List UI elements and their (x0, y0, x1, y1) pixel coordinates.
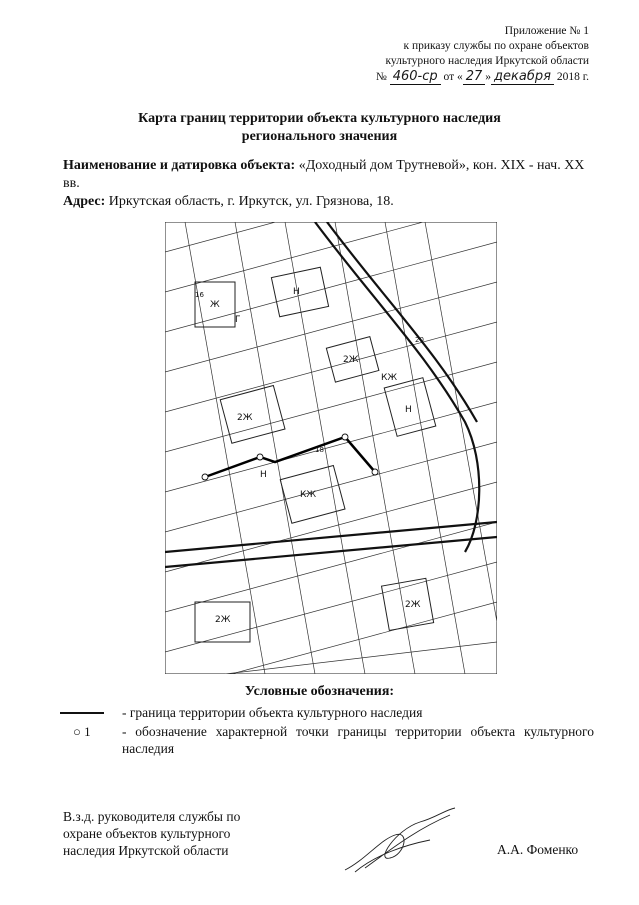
object-address-paragraph (63, 193, 593, 211)
map-label-5: 2Ж (237, 413, 253, 423)
appendix-line-2: к приказу службы по охране объектов (403, 40, 589, 52)
title-line-1: Карта границ территории объекта культурного наследия (138, 111, 501, 126)
signer-position-line-1: В.з.д. руководителя службы по (63, 809, 241, 824)
object-name-value: «Доходный дом Трутневой», кон. XIX - нач. XX вв. (63, 158, 585, 191)
appendix-line-3: культурного наследия Иркутской области (385, 55, 589, 67)
order-year: 2018 г. (556, 71, 589, 83)
legend-title: Условные обозначения: (244, 684, 395, 699)
appendix-header (376, 24, 589, 85)
map-label-6: Н (260, 470, 267, 480)
map-label-8: Н (405, 405, 412, 415)
signer-name: А.А. Фоменко (497, 842, 579, 857)
object-name-paragraph (63, 157, 593, 193)
object-address-label: Адрес: (63, 194, 106, 209)
signer-position-line-3: наследия Иркутской области (63, 843, 229, 858)
document-title (0, 110, 639, 146)
map-label-13: 18 (315, 446, 324, 454)
order-day-handwritten: 27 (463, 69, 486, 85)
signer-position-line-2: охране объектов культурного (63, 826, 231, 841)
legend-point-symbol: ○ 1 (73, 724, 91, 739)
legend-item-boundary: - граница территории объекта культурного наследия (122, 705, 423, 720)
order-from-word: от « (443, 71, 463, 83)
map-label-4: КЖ (381, 373, 398, 383)
legend-item-point: - обозначение характерной точки границы территории объекта культурного наследия (122, 724, 594, 756)
order-number-prefix: № (375, 71, 387, 83)
map-label-9: 2Ж (405, 600, 421, 610)
handwritten-signature (335, 800, 465, 880)
map-label-1: Ж (210, 300, 220, 310)
map-label-14: 20 (415, 336, 424, 344)
title-line-2: регионального значения (241, 129, 398, 144)
map-label-12: 16 (195, 291, 204, 299)
order-month-handwritten: декабря (491, 69, 554, 85)
signature-block (63, 808, 240, 859)
object-info (63, 157, 593, 211)
map-label-10: 2Ж (215, 615, 231, 625)
map-label-2: Н (293, 287, 300, 297)
order-number-line: № 460-ср от « 27 » декабря 2018 г. (375, 69, 589, 84)
map-label-7: КЖ (300, 490, 317, 500)
legend-boundary-line-sample (60, 712, 104, 714)
appendix-line-1: Приложение № 1 (504, 25, 589, 37)
map-label-11: Г (235, 315, 241, 325)
object-name-label: Наименование и датировка объекта: (63, 158, 296, 173)
cadastral-map (165, 222, 497, 674)
order-number-handwritten: 460-ср (390, 69, 441, 85)
map-label-3: 2Ж (343, 355, 359, 365)
object-address-value: Иркутская область, г. Иркутск, ул. Грязнова, 18. (108, 194, 394, 209)
